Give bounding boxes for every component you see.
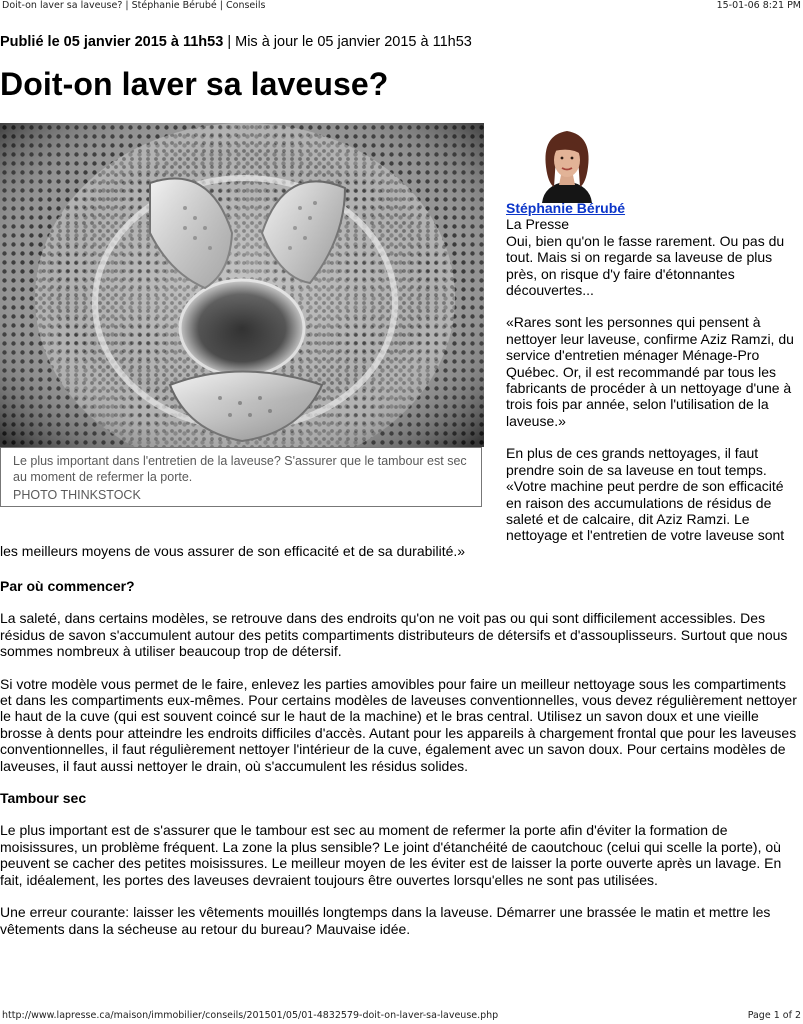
sidebar-column: [506, 200, 803, 560]
page-url: http://www.lapresse.ca/maison/immobilier/conseils/201501/05/01-4832579-doit-on-laver-sa-laveuse.php: [2, 1010, 499, 1021]
washer-drum-photo: [0, 123, 484, 447]
lead-paragraph-1: Oui, bien qu'on le fasse rarement. Ou pas du tout. Mais si on regarde sa laveuse de plus près, on risque d'y faire d'étonnantes découvertes...: [506, 232, 785, 299]
photo-credit: PHOTO THINKSTOCK: [13, 488, 141, 502]
lead-paragraph-2: «Rares sont les personnes qui pensent à nettoyer leur laveuse, confirme Aziz Ramzi, du service d'entretien ménager Ménage-Pro Québec. Or, il est recommandé par tous les fabricants de procéder à un nettoyage d'une à trois fois par année, selon l'utilisation de la laveuse.»: [506, 314, 794, 429]
meta-separator: |: [223, 34, 236, 50]
page-number: Page 1 of 2: [747, 1010, 801, 1021]
published-date: Publié le 05 janvier 2015 à 11h53: [0, 34, 224, 50]
section-heading-drum: Tambour sec: [0, 790, 87, 807]
article-body: [0, 578, 798, 953]
lead-paragraph-3: En plus de ces grands nettoyages, il faut prendre soin de sa laveuse en tout temps. «Votre machine peut perdre de son efficacité en raison des accumulations de résidus de saleté et de calcaire, dit Aziz Ramzi. Le nettoyage et l'entretien de votre laveuse sont: [506, 445, 785, 544]
print-header: [0, 0, 803, 14]
article-headline: Doit-on laver sa laveuse?: [0, 66, 389, 102]
updated-date: Mis à jour le 05 janvier 2015 à 11h53: [235, 34, 472, 50]
print-header-title: Doit-on laver sa laveuse? | Stéphanie Bérubé | Conseils: [2, 0, 266, 11]
body-paragraph: Si votre modèle vous permet de le faire, enlevez les parties amovibles pour faire un meilleur nettoyage sous les compartiments et dans les compartiments eux-mêmes. Pour certains modèles de laveuses conventionnelles, vous devez régulièrement nettoyer le haut de la cuve (qui est souvent coincé sur le haut de la machine) et le bras central. Utilisez un savon doux et une vieille brosse à dents pour atteindre les endroits difficiles d'accès. Autant pour les appareils à chargement frontal que pour les laveuses conventionnelles, il faut régulièrement nettoyer l'intérieur de la cuve, également avec un savon doux. Pour certains modèles de laveuses, il faut aussi nettoyer le drain, où s'accumulent les résidus solides.: [0, 675, 797, 774]
body-paragraph: La saleté, dans certains modèles, se retrouve dans des endroits qu'on ne voit pas ou qui sont difficilement accessibles. Des résidus de savon s'accumulent autour des petits compartiments distributeurs de détersifs et d'assouplisseurs. Surtout que nous sommes nombreux à utiliser beaucoup trop de détersif.: [0, 610, 788, 660]
author-avatar: [528, 127, 606, 203]
section-heading-start: Par où commencer?: [0, 578, 135, 594]
print-header-datetime: 15-01-06 8:21 PM: [716, 0, 801, 11]
author-outlet: La Presse: [506, 216, 570, 233]
print-footer: [0, 1010, 803, 1024]
photo-caption: [0, 447, 482, 507]
body-paragraph: Une erreur courante: laisser les vêtements mouillés longtemps dans la laveuse. Démarrer une brassée le matin et mettre les vêtements dans la sécheuse au retour du bureau? Mauvaise idée.: [0, 904, 771, 937]
article-figure: [0, 123, 484, 508]
author-name-link[interactable]: Stéphanie Bérubé: [506, 200, 626, 216]
publication-meta: [0, 34, 472, 50]
caption-text: Le plus important dans l'entretien de la laveuse? S'assurer que le tambour est sec au moment de refermer la porte.: [13, 454, 467, 484]
body-paragraph: Le plus important est de s'assurer que le tambour est sec au moment de refermer la porte afin d'éviter la formation de moisissures, un problème fréquent. La zone la plus sensible? Le joint d'étanchéité de caoutchouc (celui qui scelle la porte), où peuvent se cacher des petites moisissures. Le meilleur moyen de les éviter est de laisser la porte ouverte après un lavage. En fait, idéalement, les portes des laveuses devraient toujours être ouvertes lorsqu'elles ne sont pas utilisées.: [0, 822, 782, 888]
lead-paragraph-3-tail: les meilleurs moyens de vous assurer de son efficacité et de sa durabilité.»: [0, 543, 466, 559]
